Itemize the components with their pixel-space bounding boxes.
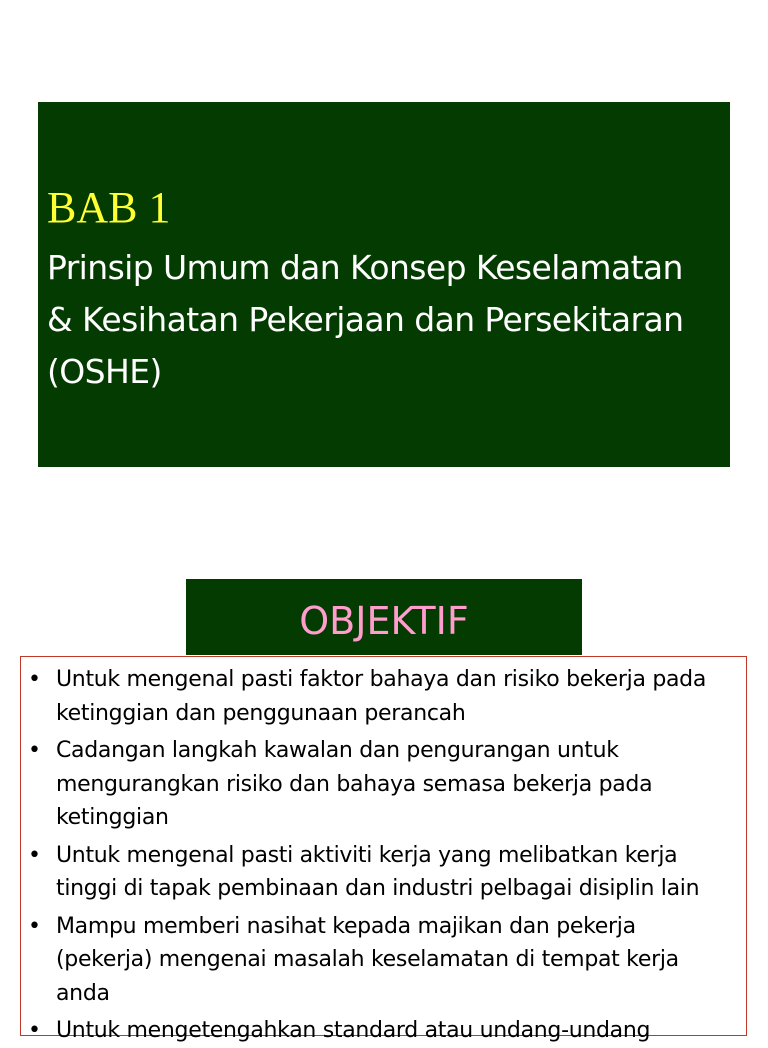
objective-heading: OBJEKTIF (299, 599, 469, 643)
bullet-icon: • (28, 667, 41, 692)
objective-item-text: Untuk mengenal pasti aktiviti kerja yang melibatkan kerja tinggi di tapak pembinaan dan industri pelbagai disiplin lain (56, 842, 700, 901)
bullet-icon: • (28, 842, 41, 868)
objective-item (21, 910, 736, 1011)
bullet-icon: • (28, 1018, 41, 1043)
objective-item-text: Mampu memberi nasihat kepada majikan dan pekerja (pekerja) mengenai masalah keselamatan di tempat kerja anda (56, 913, 679, 1006)
objective-item (21, 1014, 736, 1048)
chapter-title: BAB 1 (47, 183, 171, 232)
objective-item (21, 839, 736, 906)
objective-item-text: Untuk mengetengahkan standard atau undang-undang (56, 1018, 651, 1043)
objective-item-text: Untuk mengenal pasti faktor bahaya dan risiko bekerja pada ketinggian dan penggunaan perancah (56, 667, 707, 726)
objective-item (21, 663, 736, 730)
chapter-subtitle: Prinsip Umum dan Konsep Keselamatan & Kesihatan Pekerjaan dan Persekitaran (OSHE) (47, 248, 684, 391)
title-slide (38, 102, 730, 467)
objective-item-text: Cadangan langkah kawalan dan pengurangan untuk mengurangkan risiko dan bahaya semasa bekerja pada ketinggian (56, 738, 653, 830)
objective-list (21, 657, 746, 1048)
bullet-icon: • (28, 913, 41, 939)
objective-header (186, 579, 582, 655)
objective-item (21, 734, 736, 835)
objective-list-box (20, 656, 747, 1043)
bullet-icon: • (28, 738, 41, 763)
